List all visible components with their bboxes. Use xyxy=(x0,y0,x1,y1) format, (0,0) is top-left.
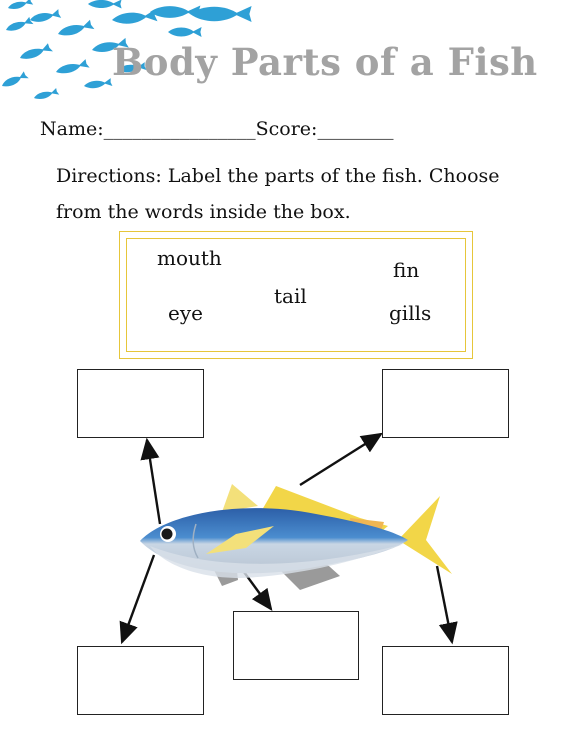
arrow-to-bottom-left xyxy=(122,555,154,642)
word-tail: tail xyxy=(274,284,307,308)
answer-box-bottom-right[interactable] xyxy=(382,646,509,715)
name-score-line[interactable]: Name:________________Score:________ xyxy=(40,118,394,140)
answer-box-bottom-middle[interactable] xyxy=(233,611,359,680)
answer-box-top-left[interactable] xyxy=(77,369,204,438)
word-gills: gills xyxy=(389,301,432,325)
arrow-to-top-right xyxy=(300,434,381,485)
answer-box-top-right[interactable] xyxy=(382,369,509,438)
directions-text: Directions: Label the parts of the fish. Choose from the words inside the box. xyxy=(56,165,500,223)
word-fin: fin xyxy=(393,258,420,282)
word-eye: eye xyxy=(168,301,203,325)
word-mouth: mouth xyxy=(157,246,222,270)
page-title: Body Parts of a Fish xyxy=(112,40,538,84)
answer-box-bottom-left[interactable] xyxy=(77,646,204,715)
tuna-fish-icon xyxy=(140,484,452,590)
arrow-to-top-left xyxy=(147,440,160,524)
arrow-to-bottom-right xyxy=(437,566,452,642)
